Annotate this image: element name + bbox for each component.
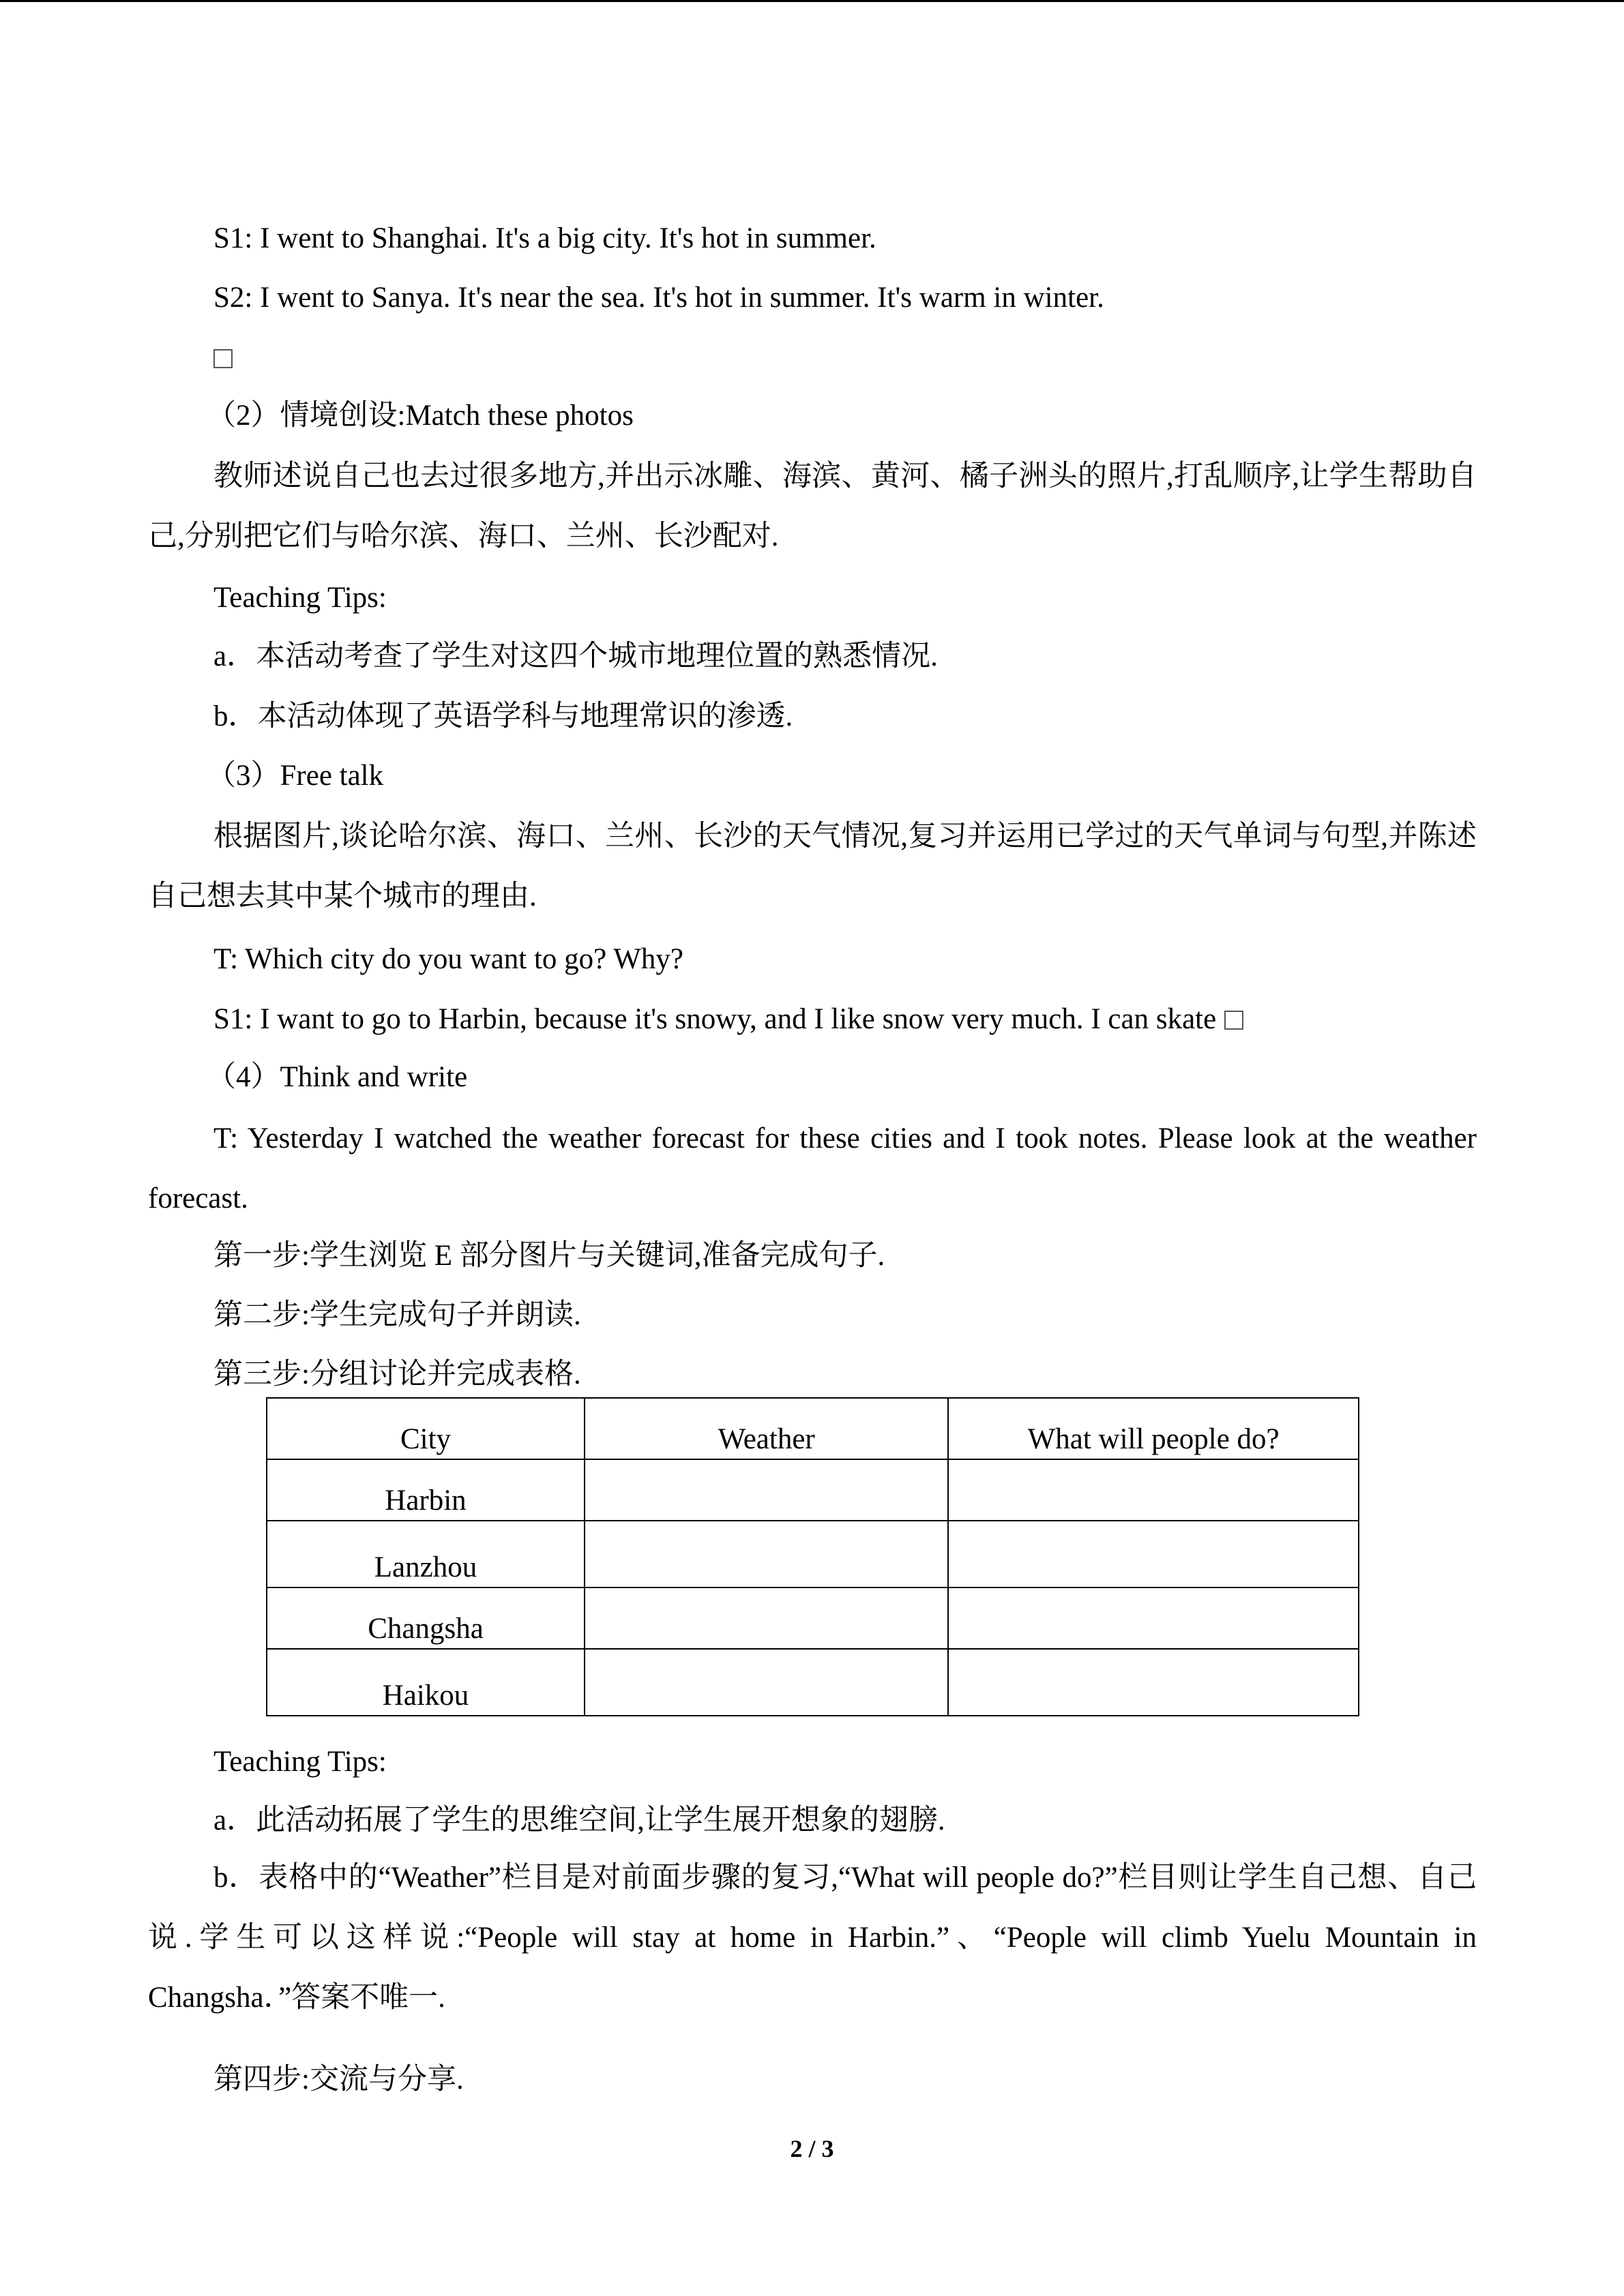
step-3-heading: （3）Free talk — [207, 760, 384, 792]
table-row — [267, 1459, 1359, 1521]
table-row — [267, 1521, 1359, 1587]
table-cell-weather — [585, 1587, 948, 1649]
checkbox-icon — [213, 349, 233, 368]
table-header-weather: Weather — [585, 1398, 948, 1459]
tip-1a: a．本活动考查了学生对这四个城市地理位置的熟悉情况. — [213, 640, 938, 672]
table-cell-activity — [948, 1521, 1359, 1587]
tip-1b: b．本活动体现了英语学科与地理常识的渗透. — [213, 700, 793, 732]
table-cell-city: Lanzhou — [267, 1521, 585, 1587]
step-two: 第二步:学生完成句子并朗读. — [213, 1299, 581, 1331]
table-cell-city: Changsha — [267, 1587, 585, 1649]
tip-2a: a．此活动拓展了学生的思维空间,让学生展开想象的翅膀. — [213, 1804, 945, 1836]
page-number: 2 / 3 — [790, 2135, 834, 2162]
teacher-question: T: Which city do you want to go? Why? — [213, 943, 683, 975]
dialogue-s1-harbin — [213, 1000, 1243, 1039]
step-one: 第一步:学生浏览 E 部分图片与关键词,准备完成句子. — [213, 1240, 885, 1272]
table-cell-weather — [585, 1521, 948, 1587]
table-cell-weather — [585, 1459, 948, 1521]
step-2-heading: （2）情境创设:Match these photos — [207, 400, 634, 432]
table-header-activity: What will people do? — [948, 1398, 1359, 1459]
teaching-tips-heading-2: Teaching Tips: — [213, 1746, 387, 1778]
dialogue-s1-shanghai: S1: I went to Shanghai. It's a big city. It's hot in summer. — [213, 222, 876, 254]
match-photos-paragraph: 教师述说自己也去过很多地方,并出示冰雕、海滨、黄河、橘子洲头的照片,打乱顺序,让学生帮助自己,分别把它们与哈尔滨、海口、兰州、长沙配对. — [148, 460, 1477, 552]
table-cell-activity — [948, 1459, 1359, 1521]
table-cell-weather — [585, 1649, 948, 1716]
step-four: 第四步:交流与分享. — [213, 2063, 464, 2096]
step-three: 第三步:分组讨论并完成表格. — [213, 1358, 581, 1390]
table-header-city: City — [267, 1398, 585, 1459]
dialogue-s1-harbin-text: S1: I want to go to Harbin, because it's snowy, and I like snow very much. I can skate — [213, 1003, 1217, 1035]
table-cell-city: Haikou — [267, 1649, 585, 1716]
teaching-tips-heading-1: Teaching Tips: — [213, 582, 387, 614]
table-header-row — [267, 1398, 1359, 1459]
table-cell-activity — [948, 1587, 1359, 1649]
weather-table — [266, 1397, 1359, 1716]
free-talk-paragraph: 根据图片,谈论哈尔滨、海口、兰州、长沙的天气情况,复习并运用已学过的天气单词与句型,并陈述自己想去其中某个城市的理由. — [148, 820, 1477, 912]
dialogue-s2-sanya: S2: I went to Sanya. It's near the sea. It's hot in summer. It's warm in winter. — [213, 282, 1104, 314]
table-cell-city: Harbin — [267, 1459, 585, 1521]
table-row — [267, 1587, 1359, 1649]
table-cell-activity — [948, 1649, 1359, 1716]
weather-forecast-paragraph: T: Yesterday I watched the weather forecast for these cities and I took notes. Please look at the weather forecast. — [148, 1122, 1477, 1214]
step-4-heading: （4）Think and write — [207, 1061, 468, 1093]
table-row — [267, 1649, 1359, 1716]
checkbox-icon — [1224, 1011, 1243, 1030]
placeholder-box-line — [213, 339, 233, 377]
tip-2b-paragraph: b．表格中的“Weather”栏目是对前面步骤的复习,“What will people do?”栏目则让学生自己想、自己说.学生可以这样说:“People will stay at home in Harbin.”、“People will climb Yuelu Mountain in Changsha．”答案不唯一. — [148, 1862, 1477, 2014]
